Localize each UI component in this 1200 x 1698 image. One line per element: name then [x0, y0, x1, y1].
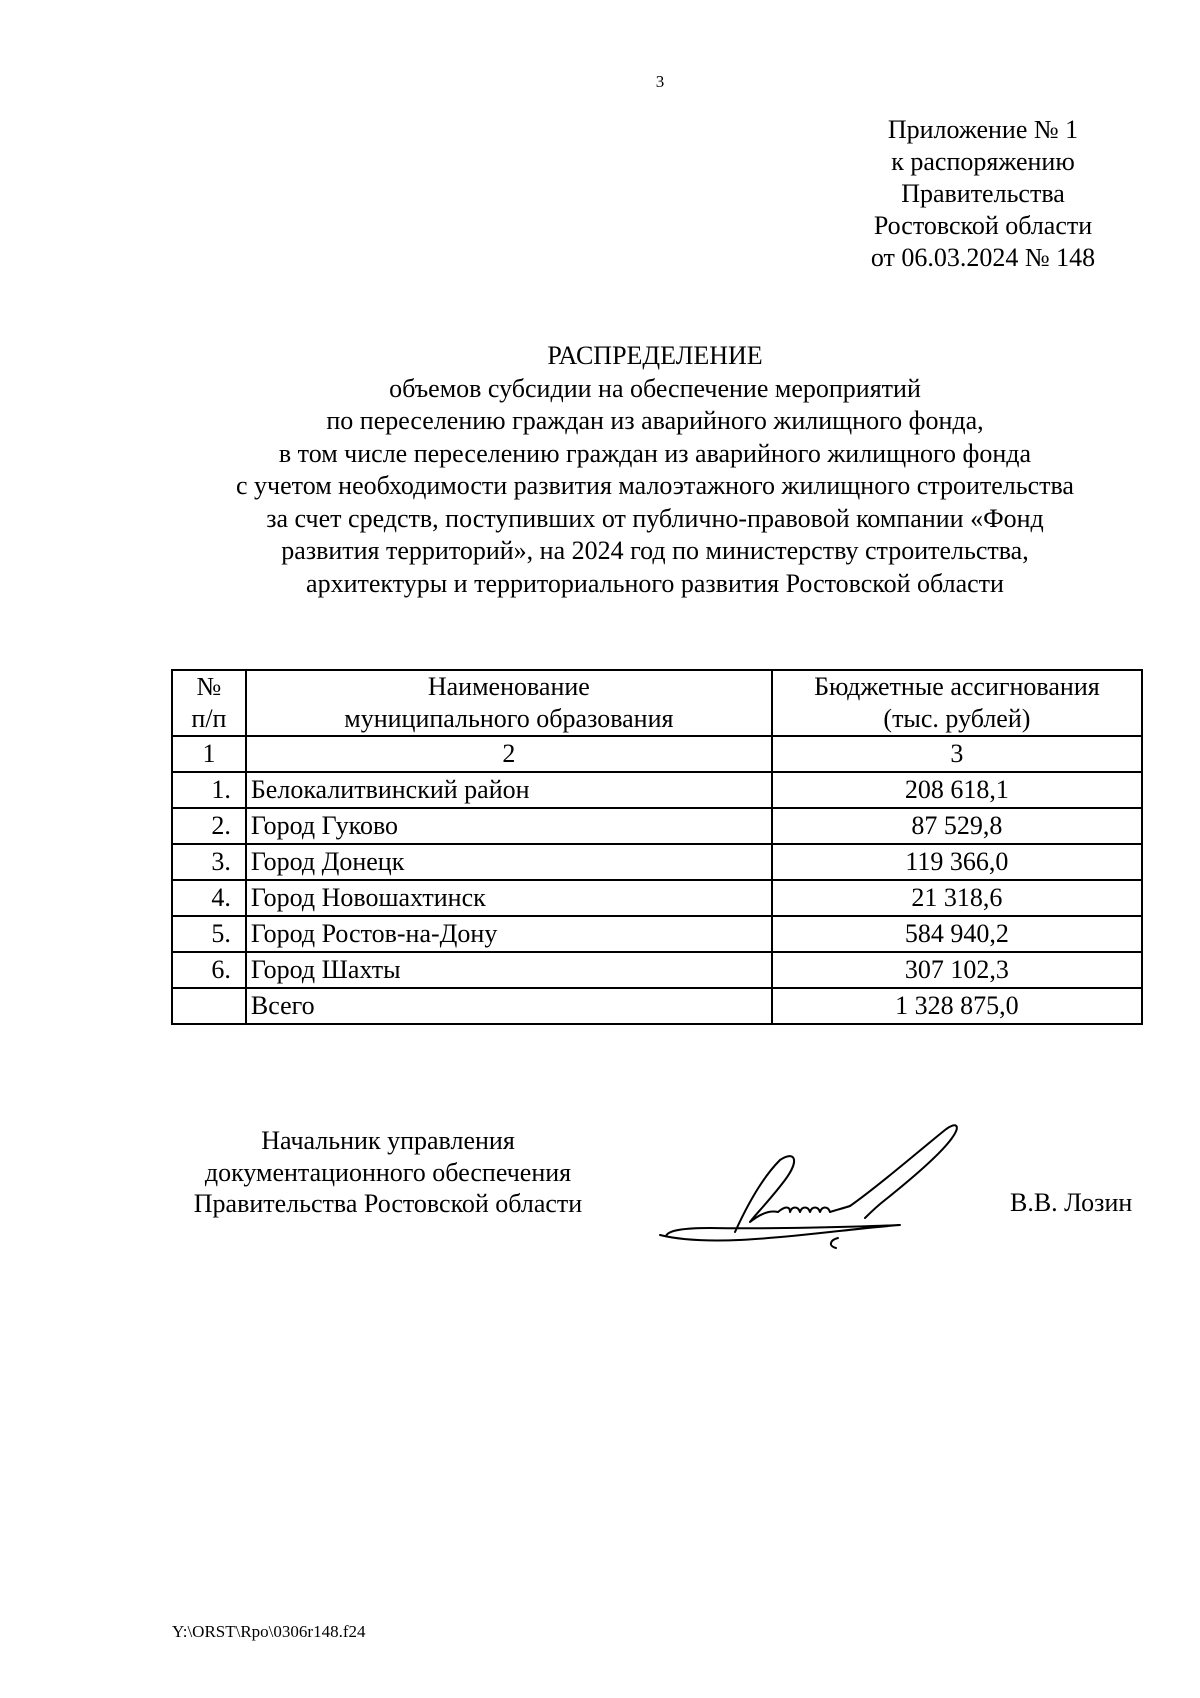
table-row: [172, 880, 1142, 916]
signer-name: В.В. Лозин: [1010, 1188, 1133, 1217]
title-line: архитектуры и территориального развития Ростовской области: [306, 568, 1004, 598]
table-total-row: [172, 988, 1142, 1024]
signer-title-line: Правительства Ростовской области: [193, 1189, 583, 1218]
header-amount-line: (тыс. рублей): [883, 704, 1031, 733]
row-num: 5.: [172, 916, 246, 952]
signer-title: [168, 1125, 608, 1220]
row-amount: 584 940,2: [772, 916, 1142, 952]
row-name: Город Гуково: [246, 808, 772, 844]
column-number: 1: [172, 736, 246, 772]
appendix-line: к распоряжению: [891, 147, 1075, 176]
row-amount: 208 618,1: [772, 772, 1142, 808]
header-amount-line: Бюджетные ассигнования: [814, 672, 1100, 701]
title-line: объемов субсидии на обеспечение мероприятий: [389, 373, 921, 403]
total-amount: 1 328 875,0: [772, 988, 1142, 1024]
total-num: [172, 988, 246, 1024]
row-name: Город Шахты: [246, 952, 772, 988]
appendix-line: от 06.03.2024 № 148: [870, 243, 1096, 272]
header-name-line: Наименование: [427, 672, 590, 701]
row-name: Белокалитвинский район: [246, 772, 772, 808]
appendix-line: Приложение № 1: [887, 115, 1079, 144]
title-line: за счет средств, поступивших от публично-правовой компании «Фонд: [266, 503, 1044, 533]
appendix-block: [838, 114, 1128, 274]
title-line: с учетом необходимости развития малоэтажного жилищного строительства: [236, 471, 1074, 500]
column-number: 3: [772, 736, 1142, 772]
row-name: Город Донецк: [246, 844, 772, 880]
appendix-line: Ростовской области: [873, 211, 1093, 240]
header-num-line: п/п: [191, 704, 227, 733]
column-number: 2: [246, 736, 772, 772]
column-number-row: [172, 736, 1142, 772]
header-name-line: муниципального образования: [344, 704, 674, 733]
document-title: [160, 340, 1150, 600]
title-line: по переселению граждан из аварийного жилищного фонда,: [326, 406, 984, 435]
table-row: [172, 844, 1142, 880]
row-amount: 119 366,0: [772, 844, 1142, 880]
page-number: 3: [655, 72, 665, 91]
row-num: 4.: [172, 880, 246, 916]
title-heading: РАСПРЕДЕЛЕНИЕ: [547, 341, 763, 370]
appendix-line: Правительства: [901, 179, 1065, 208]
header-num-line: №: [196, 672, 222, 701]
signer-title-line: Начальник управления: [261, 1126, 515, 1155]
allocation-table: [171, 669, 1143, 1025]
row-num: 2.: [172, 808, 246, 844]
row-amount: 21 318,6: [772, 880, 1142, 916]
row-name: Город Ростов-на-Дону: [246, 916, 772, 952]
title-line: в том числе переселению граждан из аварийного жилищного фонда: [278, 438, 1032, 468]
header-name: [246, 670, 772, 736]
table-row: [172, 952, 1142, 988]
table-row: [172, 772, 1142, 808]
signer-title-line: документационного обеспечения: [204, 1157, 572, 1187]
row-num: 1.: [172, 772, 246, 808]
row-num: 6.: [172, 952, 246, 988]
row-num: 3.: [172, 844, 246, 880]
handwritten-signature: [650, 1110, 980, 1265]
row-amount: 307 102,3: [772, 952, 1142, 988]
row-amount: 87 529,8: [772, 808, 1142, 844]
row-name: Город Новошахтинск: [246, 880, 772, 916]
table-header-row: [172, 670, 1142, 736]
file-path: Y:\ORST\Rpo\0306r148.f24: [172, 1622, 366, 1641]
header-amount: [772, 670, 1142, 736]
title-line: развития территорий», на 2024 год по министерству строительства,: [281, 536, 1029, 565]
total-label: Всего: [246, 988, 772, 1024]
table-row: [172, 916, 1142, 952]
table-row: [172, 808, 1142, 844]
header-num: [172, 670, 246, 736]
